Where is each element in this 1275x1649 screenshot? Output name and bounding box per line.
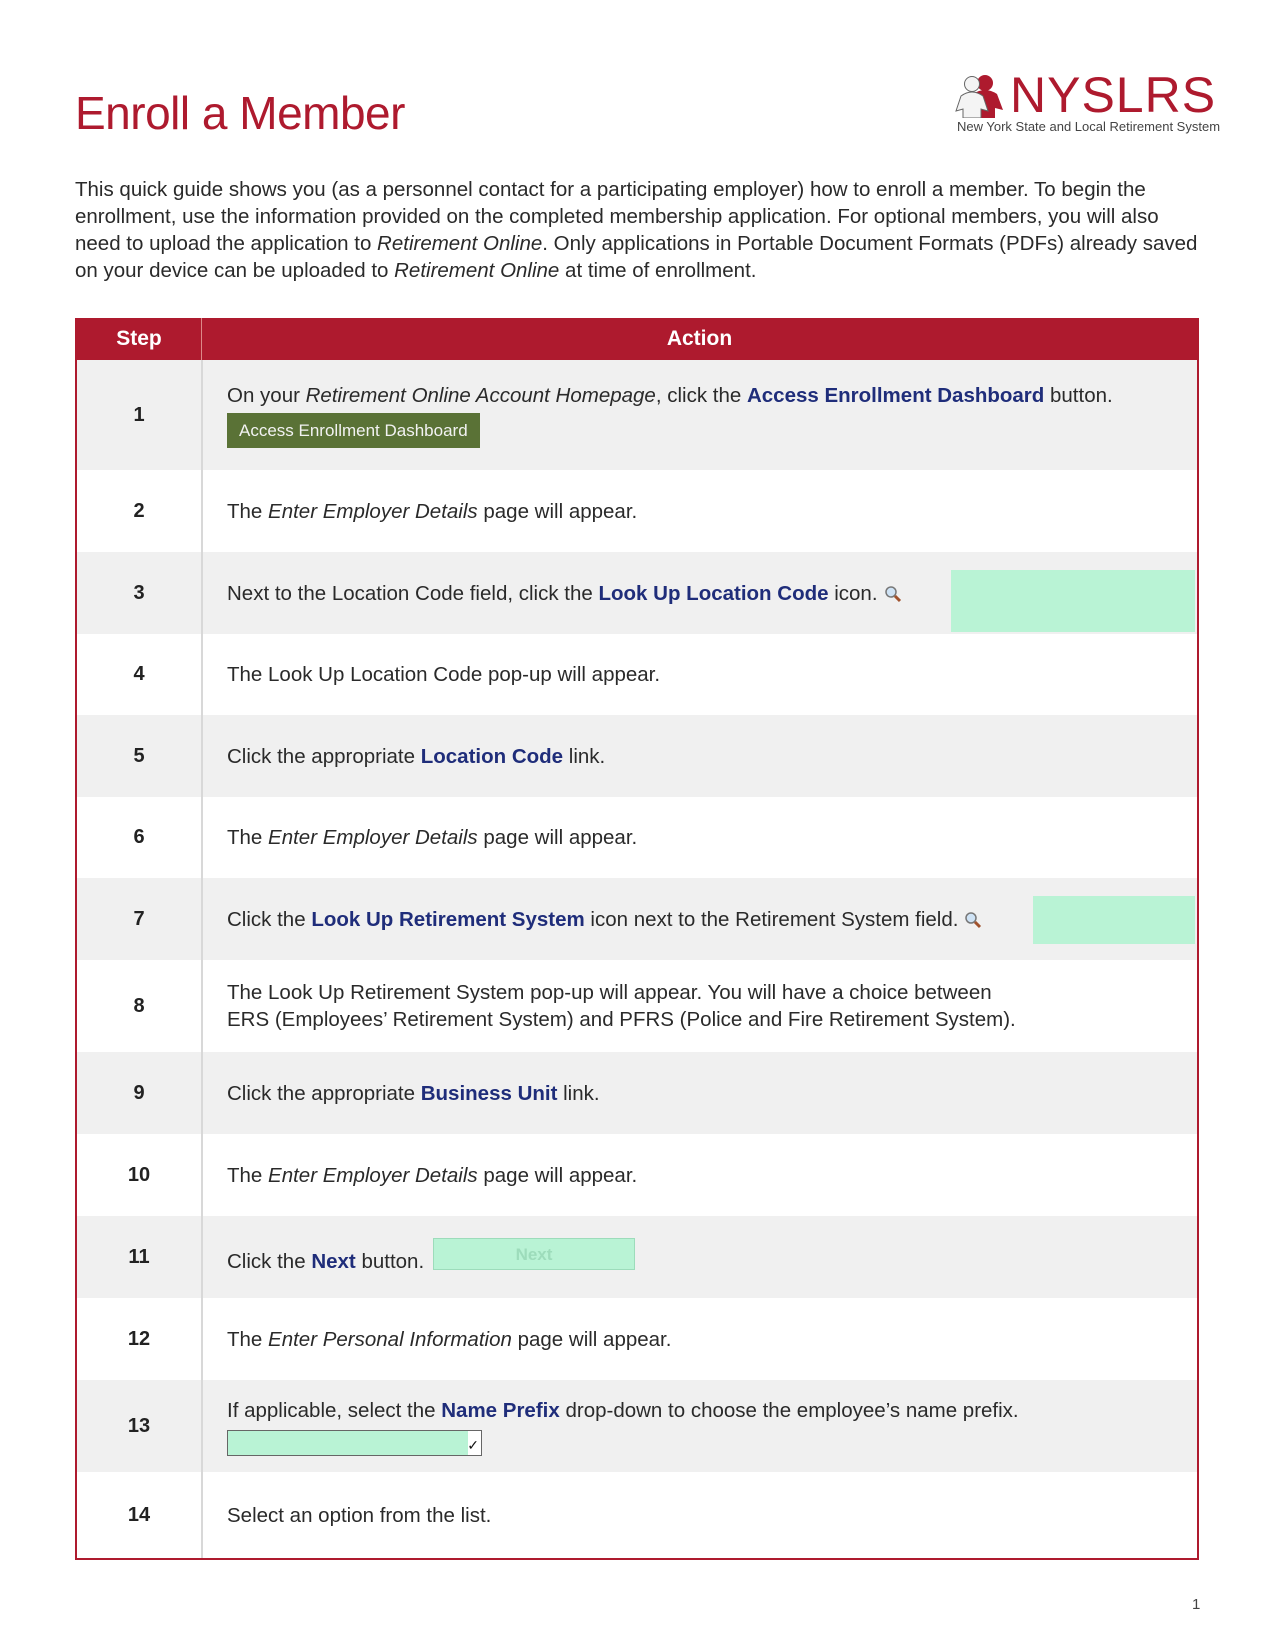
figures-logo-icon [955,74,1009,118]
chevron-down-icon: ✓ [467,1436,479,1453]
step-action [201,1472,1197,1558]
step-number: 7 [133,907,145,930]
intro-text: . Only applications in Portable Document Formats (PDFs) already saved on your device can be uploaded to [75,232,1198,282]
step-action [201,360,1197,470]
text: Click the [227,1249,312,1273]
step-number: 13 [127,1414,151,1437]
header-action: Action [201,318,1197,360]
text: On your [227,384,306,407]
text-italic: Enter Employer Details [268,826,478,849]
text: button. [355,1249,425,1273]
text: link. [563,744,606,768]
name-prefix-dropdown[interactable] [227,1430,482,1456]
retirement-system-field-highlight[interactable] [1033,896,1195,944]
step-action [201,470,1197,552]
step-number: 14 [127,1503,151,1526]
step-action [201,715,1197,797]
table-row [77,1472,1197,1558]
logo-subtitle: New York State and Local Retirement System [957,119,1221,134]
keyword: Next [311,1249,356,1273]
table-row [77,360,1197,470]
step-action [201,1298,1197,1380]
table-row [77,1216,1197,1298]
step-action [201,797,1197,878]
magnifier-icon[interactable] [964,911,982,929]
keyword: Business Unit [420,1081,558,1105]
text: Click the appropriate [227,744,421,768]
step-number: 12 [127,1327,151,1350]
step-action [201,552,1197,634]
text: link. [557,1081,600,1105]
text: page will appear. [477,499,638,523]
step-number: 4 [133,663,145,685]
keyword: Look Up Retirement System [311,907,585,931]
text: ERS (Employees’ Retirement System) and PFRS (Police and Fire Retirement System). [227,1008,1016,1031]
table-row [77,1134,1197,1216]
steps-table [75,318,1199,1560]
text: The [227,499,269,523]
step-number: 9 [133,1081,145,1104]
text: icon. [828,581,878,605]
intro-paragraph [75,176,1205,284]
step-number: 11 [128,1245,150,1268]
text: icon next to the Retirement System field. [584,907,959,931]
dropdown-highlight [228,1431,468,1455]
step-action [201,1216,1197,1298]
intro-emphasis: Retirement Online [377,232,543,255]
keyword: Access Enrollment Dashboard [746,384,1045,407]
step-number: 6 [133,826,145,848]
text: The [227,1163,269,1187]
step-number: 1 [133,403,145,426]
table-row [77,552,1197,634]
table-row [77,1052,1197,1134]
step-number: 3 [133,581,145,604]
text: page will appear. [477,826,638,849]
text: , click the [655,384,747,407]
nyslrs-logo [955,67,1221,142]
text-italic: Enter Employer Details [268,1163,478,1187]
step-number: 10 [127,1163,151,1186]
location-code-field-highlight[interactable] [951,570,1195,632]
text: The [227,1327,269,1351]
keyword: Location Code [420,744,564,768]
step-number: 2 [133,499,145,522]
table-row [77,634,1197,715]
table-row [77,797,1197,878]
text-italic: Enter Employer Details [268,499,478,523]
table-row [77,470,1197,552]
intro-emphasis: Retirement Online [394,259,560,282]
table-row [77,1380,1197,1472]
header-step: Step [116,327,162,350]
table-row [77,960,1197,1052]
page-number: 1 [1192,1596,1201,1613]
page-title: Enroll a Member [75,87,405,139]
text: The Look Up Retirement System pop-up will appear. You will have a choice between [227,981,992,1004]
table-header [77,318,1197,360]
text: If applicable, select the [227,1398,442,1422]
text: Next to the Location Code field, click the [227,581,599,605]
step-action [201,1052,1197,1134]
text: Select an option from the list. [227,1503,492,1527]
text: The Look Up Location Code pop-up will appear. [227,663,661,686]
text: page will appear. [477,1163,638,1187]
text: Click the appropriate [227,1081,421,1105]
keyword: Look Up Location Code [598,581,829,605]
access-enrollment-dashboard-button[interactable]: Access Enrollment Dashboard [227,413,480,448]
step-action [201,634,1197,715]
table-row [77,715,1197,797]
table-row [77,878,1197,960]
magnifier-icon[interactable] [884,585,902,603]
text: drop-down to choose the employee’s name prefix. [559,1398,1019,1422]
next-button[interactable]: Next [433,1238,635,1270]
text: page will appear. [511,1327,672,1351]
intro-text: at time of enrollment. [559,259,757,282]
step-number: 8 [133,994,145,1017]
text-italic: Retirement Online Account Homepage [305,384,656,407]
keyword: Name Prefix [441,1398,560,1422]
text-italic: Enter Personal Information [268,1327,512,1351]
logo-wordmark: NYSLRS [1010,67,1217,123]
intro-text: This quick guide shows you (as a personnel contact for a participating employer) how to enroll a member. To begin the enrollment, use the information provided on the completed membership application. For optional members, you will also need to upload the application to [75,178,1159,255]
text: The [227,826,269,849]
text: button. [1044,384,1113,407]
step-action [201,1380,1197,1472]
step-action [201,960,1197,1052]
table-row [77,1298,1197,1380]
text: Click the [227,907,312,931]
step-action [201,1134,1197,1216]
step-action [201,878,1197,960]
step-number: 5 [133,744,145,767]
